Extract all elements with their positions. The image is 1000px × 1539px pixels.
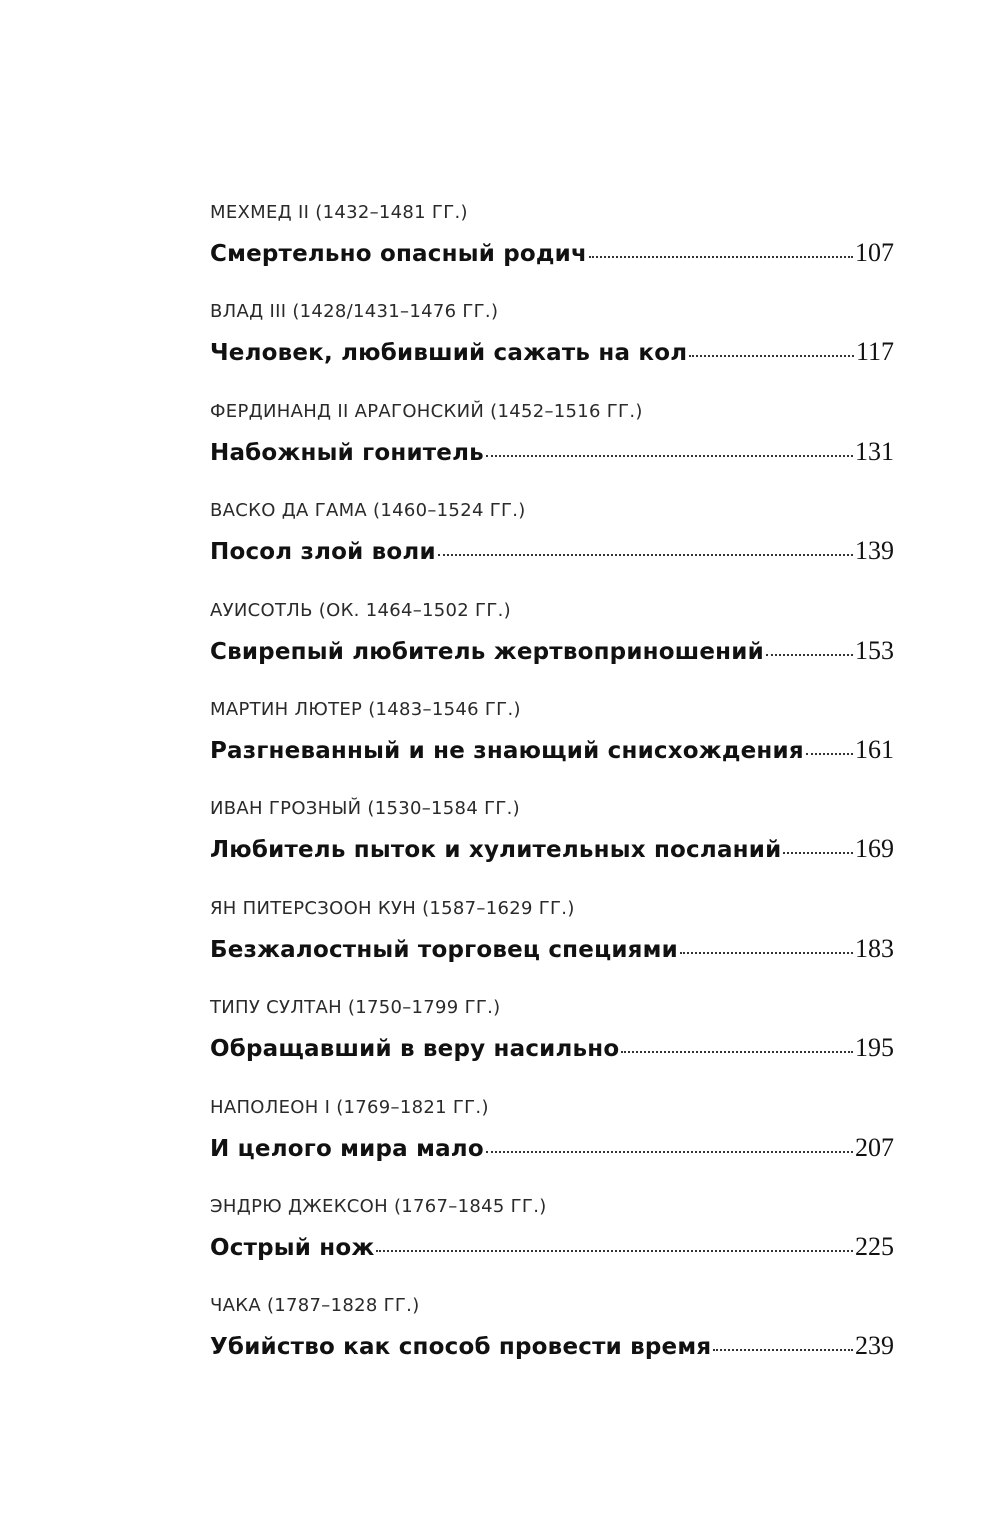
chapter-title: Смертельно опасный родич <box>210 241 587 267</box>
toc-entry[interactable] <box>210 894 894 993</box>
ruler-name: ЧАКА (1787–1828 ГГ.) <box>210 1295 420 1317</box>
chapter-title: Человек, любивший сажать на кол <box>210 340 688 367</box>
chapter-title: Острый нож <box>210 1234 375 1261</box>
toc-entry[interactable] <box>210 993 894 1092</box>
toc-entry[interactable] <box>210 1093 894 1192</box>
toc-line[interactable] <box>210 731 894 769</box>
page-number: 139 <box>855 536 894 566</box>
page-number: 169 <box>855 834 894 864</box>
ruler-name: ИВАН ГРОЗНЫЙ (1530–1584 ГГ.) <box>210 798 520 820</box>
toc-entry[interactable] <box>210 397 894 496</box>
dot-leader <box>689 354 854 357</box>
toc-line[interactable] <box>210 234 894 272</box>
ruler-name: ВЛАД III (1428/1431–1476 ГГ.) <box>210 301 499 323</box>
chapter-title: Разгневанный и не знающий снисхождения <box>210 737 804 764</box>
page-number: 153 <box>855 635 894 665</box>
toc-entry[interactable] <box>210 496 894 595</box>
chapter-title: Убийство как способ провести время <box>210 1334 712 1361</box>
page-number: 107 <box>855 238 894 267</box>
ruler-name: ФЕРДИНАНД II АРАГОНСКИЙ (1452–1516 ГГ.) <box>210 400 643 422</box>
toc-entry[interactable] <box>210 198 894 297</box>
dot-leader <box>486 454 853 457</box>
ruler-name: МЕХМЕД II (1432–1481 ГГ.) <box>210 202 468 223</box>
toc-entry[interactable] <box>210 1291 894 1390</box>
dot-leader <box>766 653 853 656</box>
toc-line[interactable] <box>210 433 894 471</box>
ruler-name: НАПОЛЕОН I (1769–1821 ГГ.) <box>210 1096 489 1118</box>
dot-leader <box>806 752 853 755</box>
table-of-contents <box>210 198 894 1391</box>
ruler-name: АУИСОТЛЬ (ОК. 1464–1502 ГГ.) <box>210 599 511 621</box>
dot-leader <box>376 1249 853 1252</box>
chapter-title: Безжалостный торговец специями <box>210 936 678 963</box>
page-number: 195 <box>855 1033 894 1063</box>
ruler-name: МАРТИН ЛЮТЕР (1483–1546 ГГ.) <box>210 698 521 720</box>
chapter-title: И целого мира мало <box>210 1135 484 1162</box>
page-number: 161 <box>855 734 894 764</box>
dot-leader <box>589 255 853 258</box>
toc-line[interactable] <box>210 1327 894 1365</box>
dot-leader <box>713 1348 853 1351</box>
chapter-title: Набожный гонитель <box>210 439 484 466</box>
toc-line[interactable] <box>210 930 894 968</box>
dot-leader <box>438 553 853 556</box>
toc-entry[interactable] <box>210 1192 894 1291</box>
page-number: 225 <box>855 1231 894 1261</box>
ruler-name: ВАСКО ДА ГАМА (1460–1524 ГГ.) <box>210 500 526 522</box>
toc-entry[interactable] <box>210 297 894 396</box>
toc-line[interactable] <box>210 1129 894 1167</box>
page-number: 207 <box>855 1132 894 1162</box>
chapter-title: Обращавший в веру насильно <box>210 1036 620 1063</box>
toc-line[interactable] <box>210 532 894 570</box>
toc-entry[interactable] <box>210 794 894 893</box>
chapter-title: Свирепый любитель жертвоприношений <box>210 638 764 665</box>
ruler-name: ТИПУ СУЛТАН (1750–1799 ГГ.) <box>210 997 501 1019</box>
page-number: 239 <box>855 1331 894 1361</box>
ruler-name: ЭНДРЮ ДЖЕКСОН (1767–1845 ГГ.) <box>210 1195 547 1217</box>
page-number: 117 <box>855 337 894 367</box>
toc-line[interactable] <box>210 1029 894 1067</box>
toc-line[interactable] <box>210 830 894 868</box>
toc-entry[interactable] <box>210 695 894 794</box>
chapter-title: Посол злой воли <box>210 539 436 566</box>
toc-line[interactable] <box>210 1228 894 1266</box>
dot-leader <box>783 851 853 854</box>
dot-leader <box>680 951 853 954</box>
dot-leader <box>486 1150 853 1153</box>
dot-leader <box>621 1050 853 1053</box>
toc-line[interactable] <box>210 333 894 371</box>
toc-entry[interactable] <box>210 596 894 695</box>
toc-line[interactable] <box>210 632 894 670</box>
ruler-name: ЯН ПИТЕРСЗООН КУН (1587–1629 ГГ.) <box>210 897 575 919</box>
chapter-title: Любитель пыток и хулительных посланий <box>210 837 782 864</box>
page-number: 183 <box>855 933 894 963</box>
page-number: 131 <box>855 436 894 466</box>
